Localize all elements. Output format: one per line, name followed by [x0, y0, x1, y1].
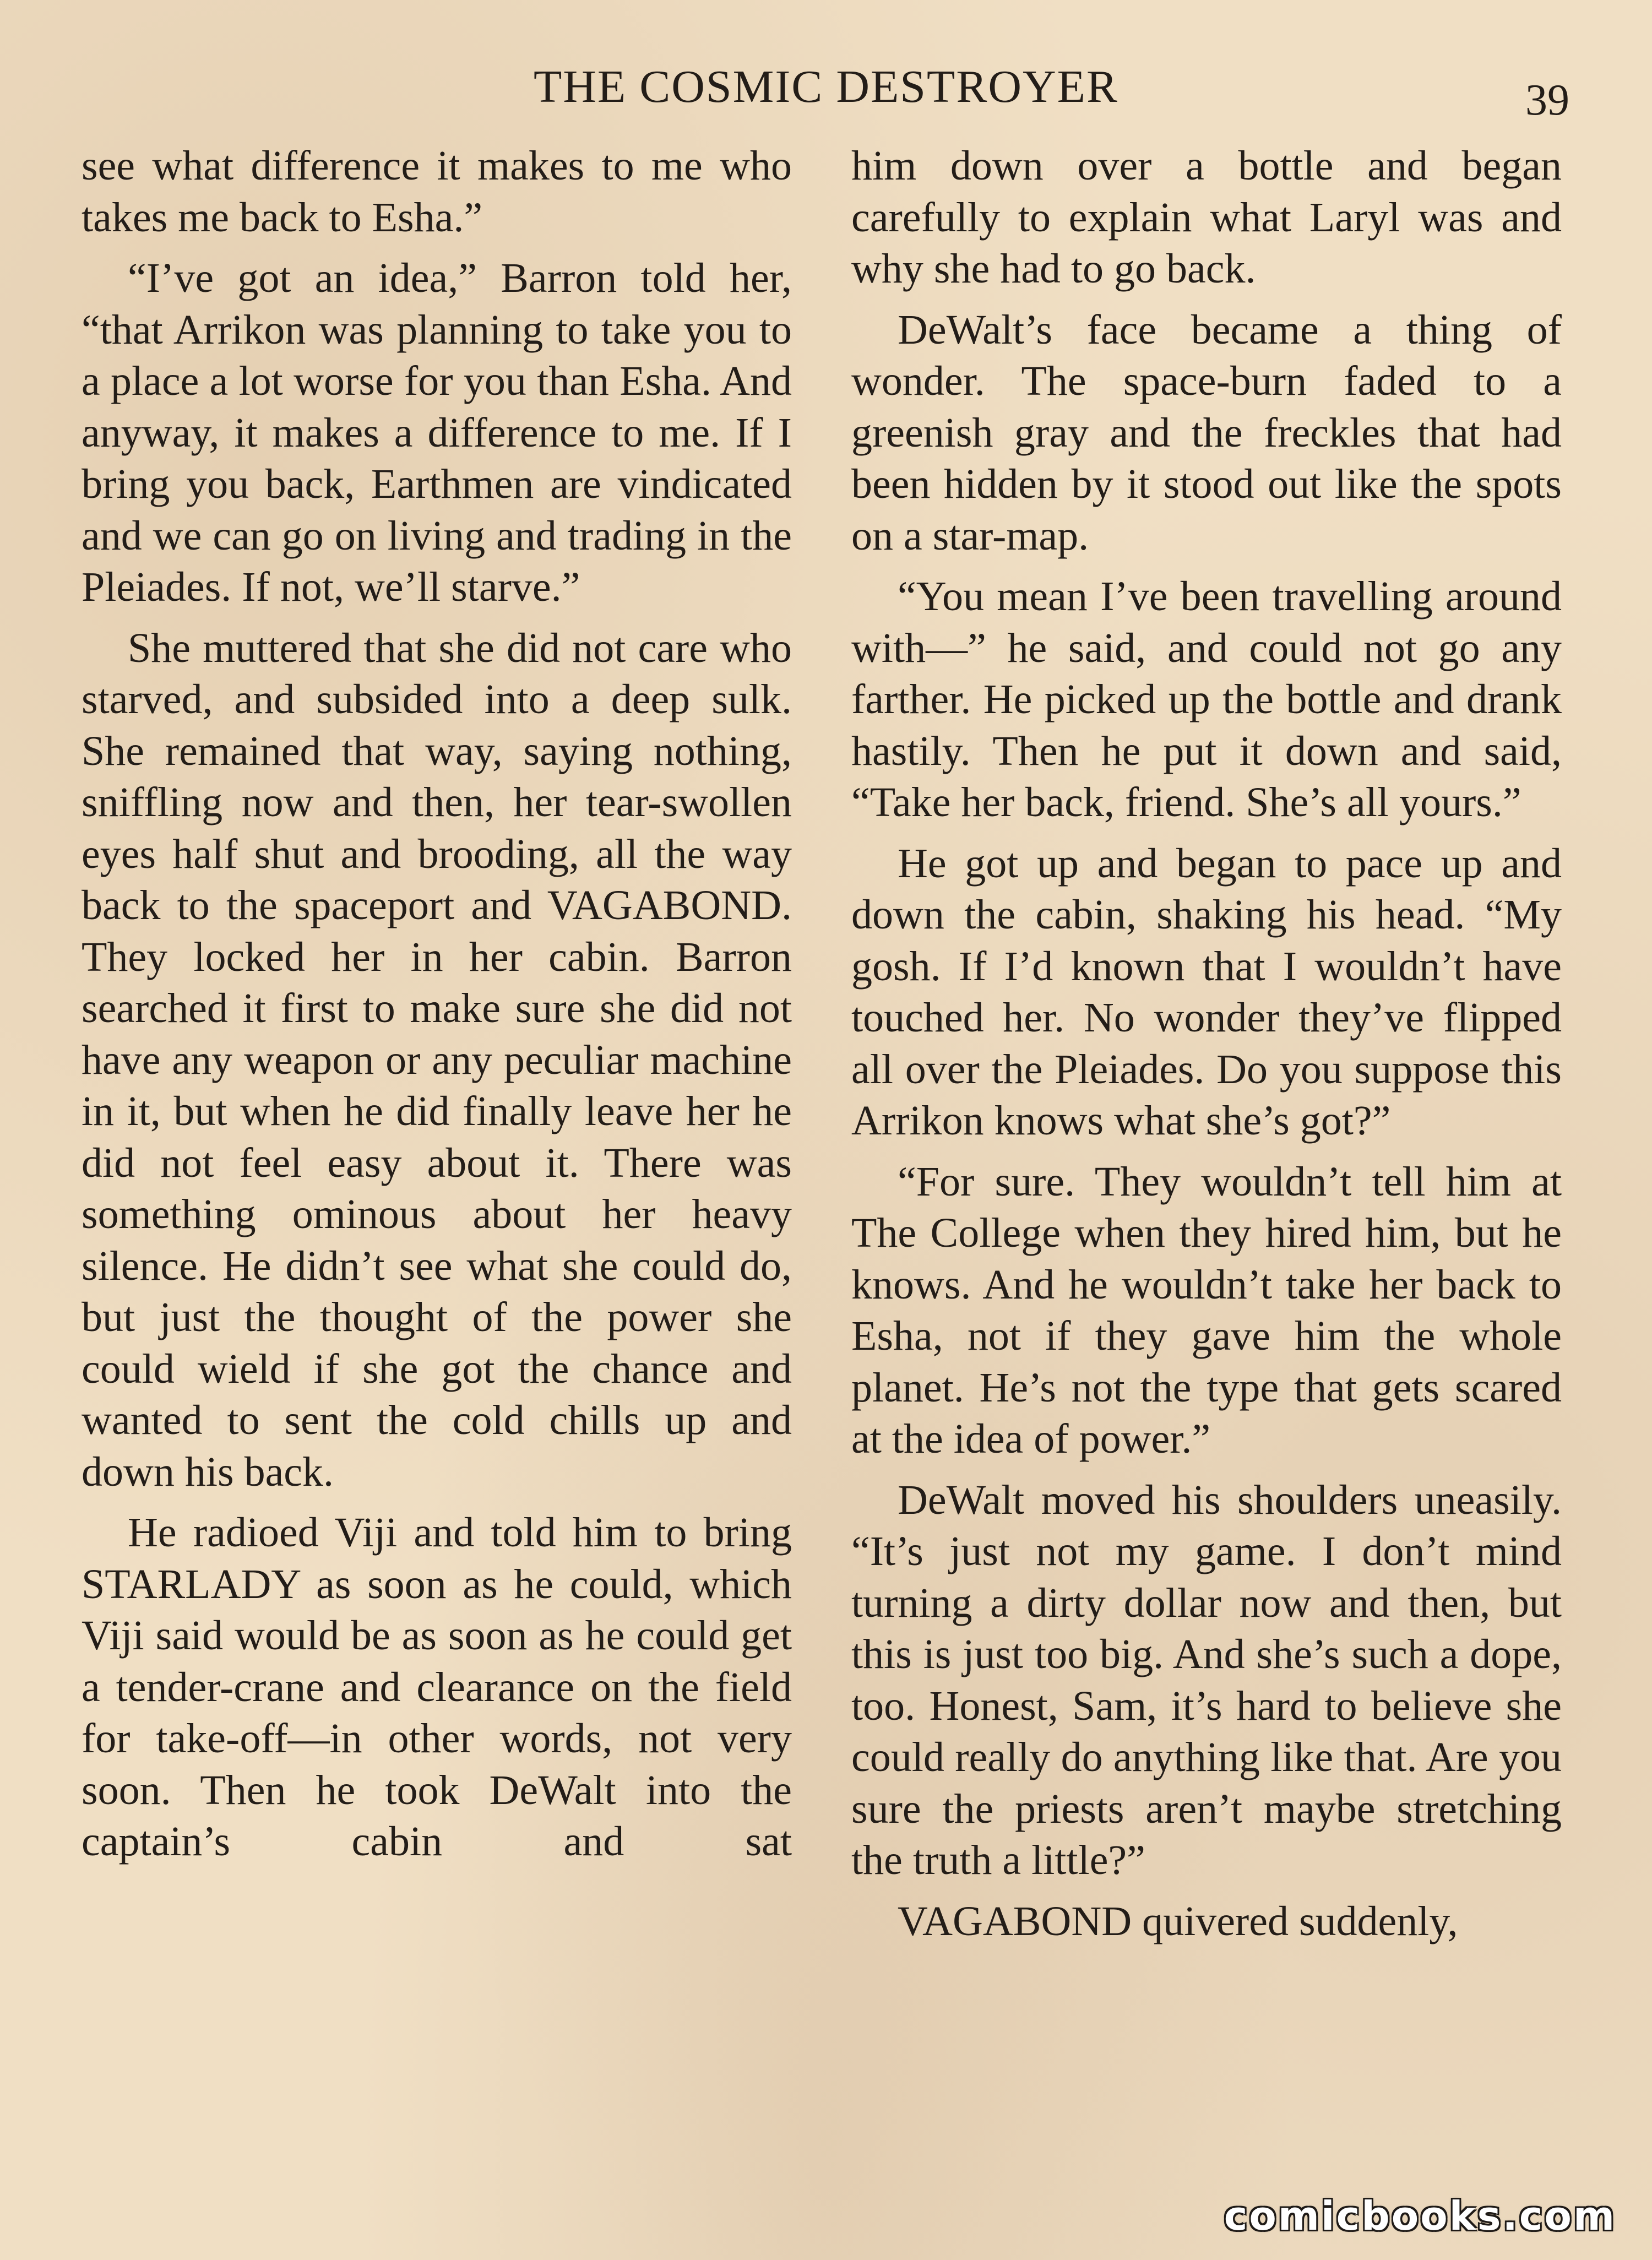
- paragraph: “For sure. They wouldn’t tell him at The College when they hired him, but he knows. And he wouldn’t take her back to Esha, not if they gave him the whole planet. He’s not the type that gets scared at the idea of power.”: [851, 1158, 1562, 1462]
- paragraph: “You mean I’ve been travelling around with—” he said, and could not go any farther. He picked up the bottle and drank hastily. Then he put it down and said, “Take her back, friend. She’s all yours.”: [851, 573, 1562, 825]
- page-number: 39: [1525, 76, 1569, 124]
- site-watermark: comicbooks.com: [1224, 2193, 1616, 2239]
- right-text-column: [851, 140, 1562, 1947]
- paragraph: him down over a bottle and began carefully to explain what Laryl was and why she had to go back.: [851, 143, 1562, 292]
- paragraph: see what difference it makes to me who takes me back to Esha.”: [81, 143, 792, 241]
- paragraph: “I’ve got an idea,” Barron told her, “that Arrikon was planning to take you to a place a lot worse for you than Esha. And anyway, it makes a difference to me. If I bring you back, Earthmen are vindicated and we can go on living and trading in the Pleiades. If not, we’ll starve.”: [81, 255, 792, 610]
- paragraph: DeWalt’s face became a thing of wonder. The space-burn faded to a greenish gray and the freckles that had been hidden by it stood out like the spots on a star-map.: [851, 306, 1562, 559]
- paragraph: She muttered that she did not care who starved, and subsided into a deep sulk. She remained that way, saying nothing, sniffling now and then, her tear-swollen eyes half shut and brooding, all the way back to the spaceport and VAGABOND. They locked her in her cabin. Barron searched it first to make sure she did not have any weapon or any peculiar machine in it, but when he did finally leave her he did not feel easy about it. There was something ominous about her heavy silence. He didn’t see what she could do, but just the thought of the power she could wield if she got the chance and wanted to sent the cold chills up and down his back.: [81, 624, 792, 1495]
- paragraph: VAGABOND quivered suddenly,: [898, 1898, 1458, 1944]
- paragraph: He radioed Viji and told him to bring STARLADY as soon as he could, which Viji said would be as soon as he could get a tender-crane and clearance on the field for take-off—in other words, not very soon. Then he took DeWalt into the captain’s cabin and sat: [81, 1509, 792, 1865]
- left-text-column: [81, 140, 792, 1868]
- paragraph: DeWalt moved his shoulders uneasily. “It’s just not my game. I don’t mind turning a dirty dollar now and then, but this is just too big. And she’s such a dope, too. Honest, Sam, it’s hard to believe she could really do anything like that. Are you sure the priests aren’t maybe stretching the truth a little?”: [851, 1476, 1562, 1883]
- paragraph: He got up and began to pace up and down the cabin, shaking his head. “My gosh. If I’d known that I wouldn’t have touched her. No wonder they’ve flipped all over the Pleiades. Do you suppose this Arrikon knows what she’s got?”: [851, 840, 1562, 1144]
- running-header-title: THE COSMIC DESTROYER: [533, 61, 1119, 112]
